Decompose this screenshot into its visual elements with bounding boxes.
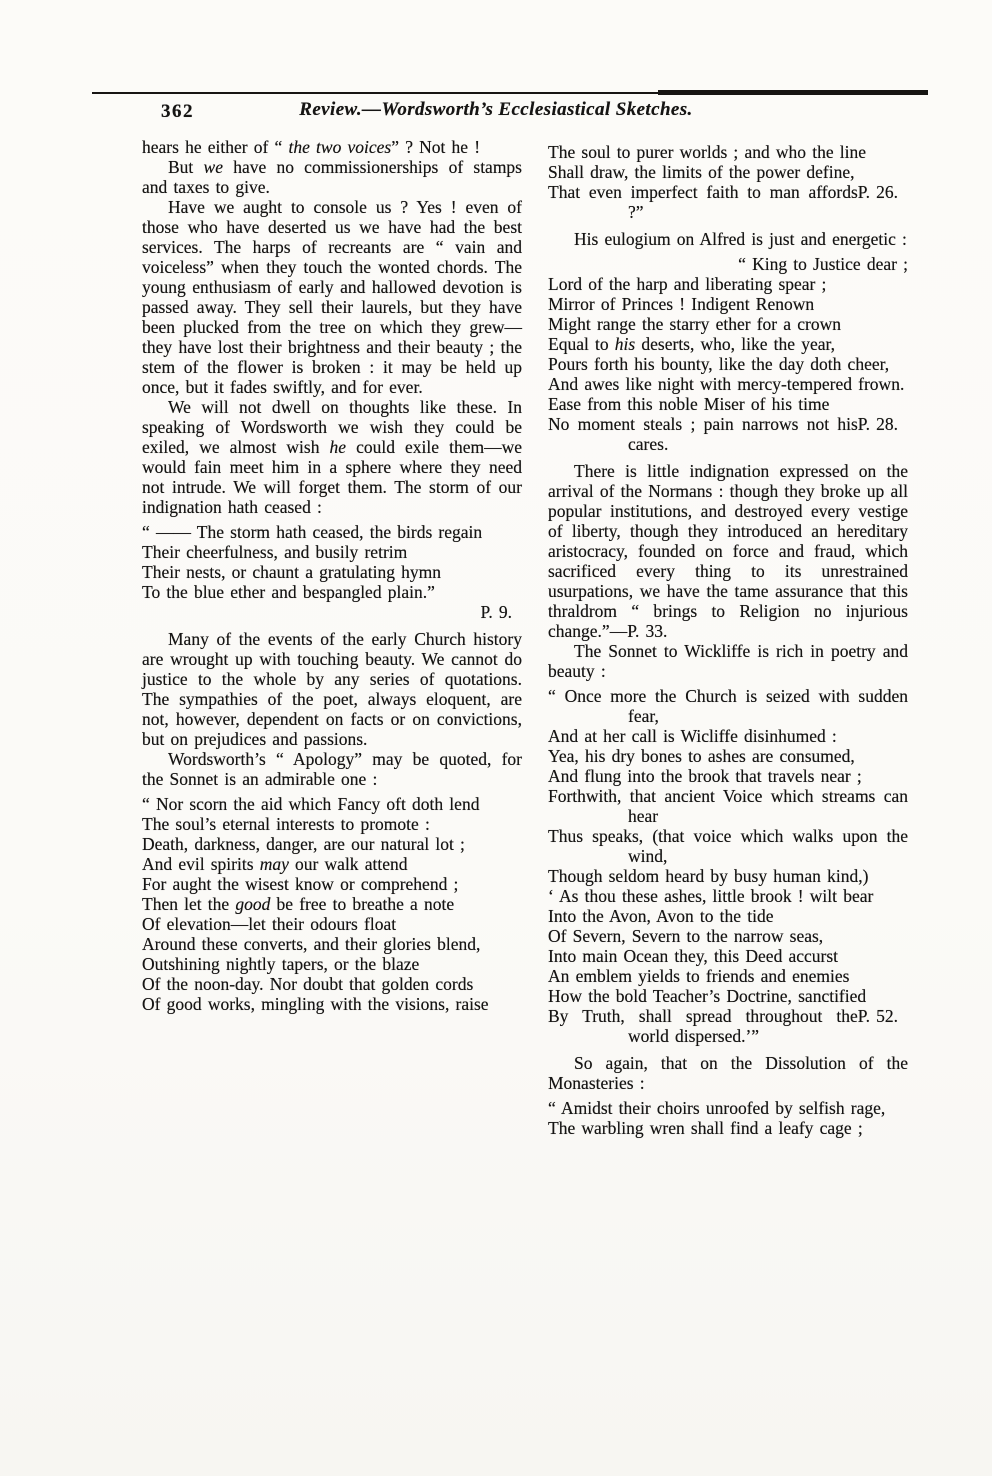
verse-line: Yea, his dry bones to ashes are consumed, xyxy=(548,746,855,766)
verse-line: Of elevation—let their odours float xyxy=(142,914,397,934)
page-header xyxy=(0,99,992,125)
verse-line: Outshining nightly tapers, or the blaze xyxy=(142,954,420,974)
verse-quote xyxy=(142,794,522,1014)
verse-line: Then let the good be free to breathe a note xyxy=(142,894,455,914)
verse-quote xyxy=(548,686,908,1046)
paragraph: Wordsworth’s “ Apology” may be quoted, for the Sonnet is an admirable one : xyxy=(142,749,522,789)
verse-line: Thus speaks, (that voice which walks upon the wind, xyxy=(548,826,908,866)
verse-line: “ Amidst their choirs unroofed by selfish rage, xyxy=(548,1098,886,1118)
page-reference: P. 52. xyxy=(857,1006,898,1026)
header-rule-thick-segment xyxy=(658,90,928,95)
verse-line: For aught the wisest know or comprehend ; xyxy=(142,874,459,894)
verse-line: Shall draw, the limits of the power define, xyxy=(548,162,855,182)
verse-line: Their nests, or chaunt a gratulating hymn xyxy=(142,562,441,582)
verse-line xyxy=(142,602,522,622)
paragraph: His eulogium on Alfred is just and energetic : xyxy=(574,229,907,249)
paragraph: There is little indignation expressed on the arrival of the Normans : though they broke up all popular institutions, and destroyed every vestige of liberty, though they introduced an hereditary aristocracy, founded on force and fraud, which sacrificed every thing to its unrestrained usurpations, we have the tame assurance that this thraldrom “ brings to Religion no injurious change.”—P. 33. xyxy=(548,461,908,641)
column-right xyxy=(548,137,908,1145)
page-reference: P. 28. xyxy=(857,414,898,434)
paragraph: So again, that on the Dissolution of the Monasteries : xyxy=(548,1053,908,1093)
page-reference: P. 9. xyxy=(480,602,512,622)
verse-line: Around these converts, and their glories blend, xyxy=(142,934,481,954)
verse-line: Forthwith, that ancient Voice which streams can hear xyxy=(548,786,908,826)
verse-line: “ Once more the Church is seized with sudden fear, xyxy=(548,686,908,726)
verse-line: Their cheerfulness, and busily retrim xyxy=(142,542,408,562)
verse-line: Though seldom heard by busy human kind,) xyxy=(548,866,869,886)
verse-line: An emblem yields to friends and enemies xyxy=(548,966,850,986)
paragraph: hears he either of “ the two voices” ? Not he ! xyxy=(142,137,481,157)
page-number: 362 xyxy=(161,101,194,122)
verse-line: Of the noon-day. Nor doubt that golden cords xyxy=(142,974,474,994)
verse-line: How the bold Teacher’s Doctrine, sanctified xyxy=(548,986,867,1006)
verse-line: “ Nor scorn the aid which Fancy oft doth lend xyxy=(142,794,480,814)
verse-quote xyxy=(548,142,908,222)
verse-line: Of good works, mingling with the visions, raise xyxy=(142,994,489,1014)
verse-line: The soul to purer worlds ; and who the line xyxy=(548,142,867,162)
paragraph: Have we aught to console us ? Yes ! even of those who have deserted us we have had the best services. The harps of recreants are “ vain and voiceless” when they touch the wonted chords. The young enthusiasm of early and hallowed devotion is passed away. They sell their laurels, but they have been plucked from the tree on which they grew—they have lost their brightness and their beauty ; the stem of the flower is broken : it may be held up once, but it fades swiftly, and for ever. xyxy=(142,197,522,397)
verse-quote xyxy=(142,522,522,622)
verse-line: Equal to his deserts, who, like the year, xyxy=(548,334,835,354)
paragraph: But we have no commissionerships of stamps and taxes to give. xyxy=(142,157,522,197)
verse-line: ‘ As thou these ashes, little brook ! wilt bear xyxy=(548,886,874,906)
verse-line: The warbling wren shall find a leafy cage ; xyxy=(548,1118,863,1138)
verse-line: “ —— The storm hath ceased, the birds regain xyxy=(142,522,483,542)
verse-line: The soul’s eternal interests to promote : xyxy=(142,814,430,834)
verse-line: Lord of the harp and liberating spear ; xyxy=(548,274,827,294)
verse-line: “ King to Justice dear ; xyxy=(738,254,908,274)
running-title: Review.—Wordsworth’s Ecclesiastical Sketches. xyxy=(299,99,693,120)
verse-quote xyxy=(548,254,908,454)
paragraph: Many of the events of the early Church history are wrought up with touching beauty. We cannot do justice to the whole by any series of quotations. The sympathies of the poet, always eloquent, are not, however, dependent on facts or on convictions, but on prejudices and passions. xyxy=(142,629,522,749)
verse-line: And at her call is Wicliffe disinhumed : xyxy=(548,726,837,746)
verse-line: P. 26. That even imperfect faith to man affords ?” xyxy=(548,182,908,222)
verse-line: Of Severn, Severn to the narrow seas, xyxy=(548,926,824,946)
verse-line: And evil spirits may our walk attend xyxy=(142,854,408,874)
verse-line: Might range the starry ether for a crown xyxy=(548,314,841,334)
header-rule-thin-segment xyxy=(92,92,664,94)
paragraph: We will not dwell on thoughts like these. In speaking of Wordsworth we wish they could be exiled, we almost wish he could exile them—we would fain meet him in a sphere where they need not intrude. We will forget them. The storm of our indignation hath ceased : xyxy=(142,397,522,517)
verse-line: And awes like night with mercy-tempered frown. xyxy=(548,374,905,394)
verse-line: Into the Avon, Avon to the tide xyxy=(548,906,774,926)
verse-quote xyxy=(548,1098,908,1138)
verse-line: To the blue ether and bespangled plain.” xyxy=(142,582,435,602)
header-rule xyxy=(92,89,928,96)
verse-line: Mirror of Princes ! Indigent Renown xyxy=(548,294,815,314)
verse-line: Pours forth his bounty, like the day doth cheer, xyxy=(548,354,890,374)
verse-line: P. 52. By Truth, shall spread throughout the world dispersed.’” xyxy=(548,1006,908,1046)
paragraph: The Sonnet to Wickliffe is rich in poetry and beauty : xyxy=(548,641,908,681)
verse-line: Ease from this noble Miser of his time xyxy=(548,394,830,414)
page-reference: P. 26. xyxy=(857,182,898,202)
text-columns xyxy=(142,137,908,1145)
column-left xyxy=(142,137,522,1145)
verse-line: And flung into the brook that travels near ; xyxy=(548,766,862,786)
verse-line: Into main Ocean they, this Deed accurst xyxy=(548,946,839,966)
verse-line: P. 28. No moment steals ; pain narrows not his cares. xyxy=(548,414,908,454)
verse-line: Death, darkness, danger, are our natural lot ; xyxy=(142,834,465,854)
